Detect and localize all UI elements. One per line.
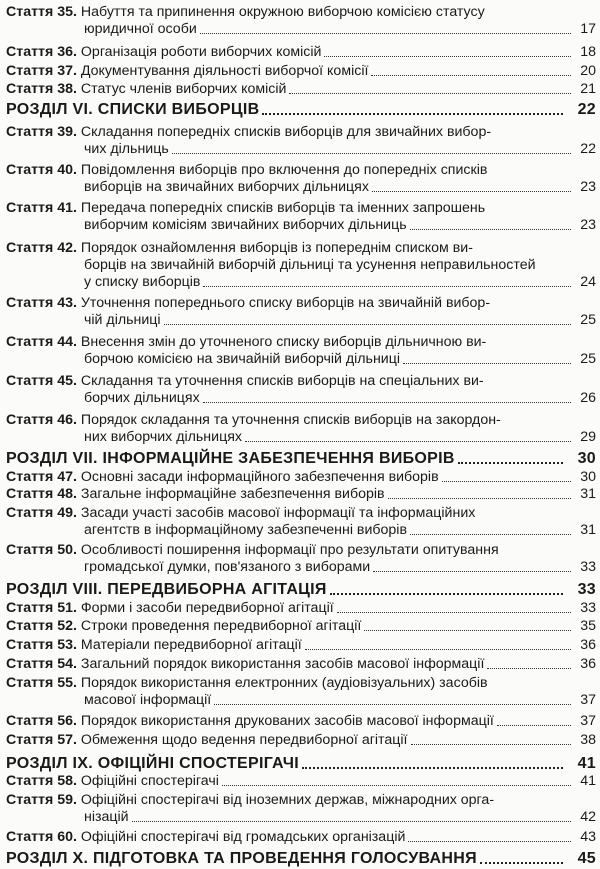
entry-text [6, 829, 405, 846]
entry-text [6, 773, 219, 790]
entry-text [84, 217, 407, 234]
article-title: Особливості поширення інформації про результати опитування [80, 542, 499, 558]
article-title: Основні засади інформаційного забезпечення виборів [80, 469, 439, 485]
toc-entry[interactable] [6, 713, 596, 730]
article-title: нізацій [84, 809, 129, 825]
section-title: РОЗДІЛ VII. ІНФОРМАЦІЙНЕ ЗАБЕЗПЕЧЕННЯ ВИБОРІВ [6, 450, 455, 467]
entry-text [84, 351, 400, 368]
article-title: Передача попередніх списків виборців та іменних запрошень [80, 200, 486, 216]
toc-entry[interactable] [6, 412, 596, 446]
dot-leader [172, 153, 571, 154]
toc-line [6, 580, 596, 599]
dot-leader [480, 862, 563, 864]
dot-leader [497, 725, 571, 726]
toc-line [6, 295, 596, 312]
toc-line [6, 849, 596, 868]
entry-text [6, 412, 501, 429]
dot-leader [487, 668, 571, 669]
toc-line [6, 124, 596, 141]
dot-leader [442, 481, 571, 482]
entry-text [84, 809, 129, 826]
article-title: юридичної особи [84, 21, 197, 37]
dot-leader [458, 462, 563, 464]
page-number: 18 [580, 44, 596, 60]
entry-text [84, 141, 169, 158]
article-label: Стаття 42. [6, 240, 77, 256]
dot-leader [408, 841, 571, 842]
toc-entry[interactable] [6, 4, 596, 38]
entry-text [6, 373, 484, 390]
article-label: Стаття 54. [6, 656, 77, 672]
entry-text [6, 469, 439, 486]
toc-line [6, 809, 596, 826]
entry-text [6, 637, 302, 654]
page-number: 38 [580, 732, 596, 748]
article-title: Порядок ознайомлення виборців із попереднім списком ви- [80, 240, 473, 256]
page-number: 41 [580, 773, 596, 789]
entry-text [84, 179, 369, 196]
page-number: 24 [580, 274, 596, 290]
toc-entry[interactable] [6, 200, 596, 234]
toc-entry[interactable] [6, 124, 596, 158]
toc-entry[interactable] [6, 486, 596, 503]
article-label: Стаття 49. [6, 505, 77, 521]
toc-entry[interactable] [6, 732, 596, 749]
article-label: Стаття 46. [6, 412, 77, 428]
toc-entry[interactable] [6, 334, 596, 368]
article-title: Повідомлення виборців про включення до попередніх списків [80, 162, 488, 178]
entry-text [6, 656, 484, 673]
toc-entry[interactable] [6, 829, 596, 846]
article-title: Уточнення попереднього списку виборців на звичайній вибор- [80, 295, 491, 311]
toc-line [6, 469, 596, 486]
article-title: Організація роботи виборчих комісій [80, 44, 322, 60]
page-number: 17 [580, 21, 596, 37]
page-number: 23 [580, 217, 596, 233]
toc-entry[interactable] [6, 81, 596, 98]
toc-line [6, 240, 596, 257]
article-label: Стаття 57. [6, 732, 77, 748]
page-number: 21 [580, 81, 596, 97]
dot-leader [245, 441, 571, 442]
dot-leader [305, 649, 571, 650]
page-number: 25 [580, 351, 596, 367]
toc-line [6, 141, 596, 158]
article-label: Стаття 58. [6, 773, 77, 789]
toc-line [6, 274, 596, 291]
page-number: 42 [580, 809, 596, 825]
article-title: Офіційні спостерігачі від іноземних держав, міжнародних орга- [80, 792, 495, 808]
article-label: Стаття 40. [6, 162, 77, 178]
toc-line [6, 618, 596, 635]
article-label: Стаття 35. [6, 4, 77, 20]
toc-line [6, 81, 596, 98]
article-title: громадської думки, пов'язаного з виборами [84, 559, 371, 575]
toc-line [6, 637, 596, 654]
toc-section-heading[interactable] [6, 449, 596, 468]
entry-text [84, 429, 242, 446]
section-title: РОЗДІЛ VIII. ПЕРЕДВИБОРНА АГІТАЦІЯ [6, 581, 327, 598]
section-title: РОЗДІЛ VI. СПИСКИ ВИБОРЦІВ [6, 101, 260, 118]
article-label: Стаття 50. [6, 542, 77, 558]
toc-entry[interactable] [6, 373, 596, 407]
toc-line [6, 522, 596, 539]
article-label: Стаття 36. [6, 44, 77, 60]
article-title: Строки проведення передвиборної агітації [80, 618, 362, 634]
toc-entry[interactable] [6, 295, 596, 329]
article-label: Стаття 56. [6, 713, 77, 729]
dot-leader [132, 821, 571, 822]
entry-text [6, 162, 487, 179]
dot-leader [410, 534, 571, 535]
entry-text [84, 274, 200, 291]
toc-line [6, 692, 596, 709]
toc-line [6, 559, 596, 576]
toc-section-heading[interactable] [6, 580, 596, 599]
toc-line [6, 63, 596, 80]
dot-leader [330, 593, 563, 595]
entry-text [6, 124, 491, 141]
toc-line [6, 312, 596, 329]
toc-section-heading[interactable] [6, 849, 596, 868]
article-label: Стаття 41. [6, 200, 77, 216]
dot-leader [324, 56, 571, 57]
entry-text [6, 732, 408, 749]
toc-line [6, 162, 596, 179]
dot-leader [289, 93, 571, 94]
page-number: 45 [577, 850, 596, 867]
toc-entry[interactable] [6, 675, 596, 709]
section-title: РОЗДІЛ IX. ОФІЦІЙНІ СПОСТЕРІГАЧІ [6, 755, 299, 772]
entry-text [6, 600, 334, 617]
toc-entry[interactable] [6, 240, 596, 291]
article-label: Стаття 38. [6, 81, 77, 97]
toc-line [6, 829, 596, 846]
entry-text [6, 713, 494, 730]
page-number: 25 [580, 312, 596, 328]
article-title: Офіційні спостерігачі [80, 773, 219, 789]
article-title: Загальний порядок використання засобів масової інформації [80, 656, 485, 672]
toc-entry[interactable] [6, 637, 596, 654]
article-label: Стаття 60. [6, 829, 77, 845]
page-number: 36 [580, 656, 596, 672]
page-number: 23 [580, 179, 596, 195]
article-title: Матеріали передвиборної агітації [80, 637, 302, 653]
entry-text [6, 81, 286, 98]
page-number: 22 [577, 101, 596, 118]
article-title: виборчим комісіям звичайних виборчих дільниць [84, 217, 407, 233]
entry-text [6, 334, 486, 351]
article-title: чій дільниці [84, 312, 161, 328]
article-label: Стаття 53. [6, 637, 77, 653]
entry-text [6, 542, 499, 559]
entry-text [6, 44, 321, 61]
article-title: у списку виборців [84, 274, 201, 290]
entry-text [6, 4, 485, 21]
toc-line [6, 21, 596, 38]
toc-section-heading[interactable] [6, 754, 596, 773]
toc-line [6, 351, 596, 368]
toc-line [6, 429, 596, 446]
dot-leader [203, 402, 571, 403]
toc-line [6, 754, 596, 773]
toc-line [6, 179, 596, 196]
entry-text [6, 295, 490, 312]
toc-section-heading[interactable] [6, 100, 596, 119]
dot-leader [262, 113, 563, 115]
entry-text [6, 675, 488, 692]
entry-text [84, 312, 161, 329]
toc-entry[interactable] [6, 162, 596, 196]
article-label: Стаття 43. [6, 295, 77, 311]
page-number: 20 [580, 63, 596, 79]
entry-text [84, 559, 370, 576]
article-title: масової інформації [84, 692, 212, 708]
article-title: Набуття та припинення окружною виборчою комісією статусу [80, 4, 485, 20]
toc-entry[interactable] [6, 63, 596, 80]
toc-line [6, 4, 596, 21]
article-title: Форми і засоби передвиборної агітації [80, 600, 334, 616]
article-label: Стаття 45. [6, 373, 77, 389]
page-number: 30 [580, 469, 596, 485]
article-title: Загальне інформаційне забезпечення виборів [80, 486, 385, 502]
article-label: Стаття 47. [6, 469, 77, 485]
page-number: 37 [580, 713, 596, 729]
page-number: 29 [580, 429, 596, 445]
article-title: Складання попередніх списків виборців для звичайних вибор- [80, 124, 492, 140]
entry-text [84, 390, 200, 407]
article-label: Стаття 37. [6, 63, 77, 79]
toc-entry[interactable] [6, 505, 596, 539]
article-title: борців на звичайній виборчій дільниці та усунення неправильностей [84, 257, 536, 273]
article-title: Порядок використання друкованих засобів масової інформації [80, 713, 494, 729]
toc-entry[interactable] [6, 656, 596, 673]
toc-line [6, 100, 596, 119]
article-label: Стаття 39. [6, 124, 77, 140]
toc-line [6, 656, 596, 673]
toc-entry[interactable] [6, 792, 596, 826]
article-label: Стаття 51. [6, 600, 77, 616]
entry-text [84, 257, 536, 274]
toc-line [6, 449, 596, 468]
dot-leader [411, 744, 572, 745]
page-number: 31 [580, 522, 596, 538]
toc-entry[interactable] [6, 600, 596, 617]
article-title: них виборчих дільницях [84, 429, 242, 445]
toc-line [6, 44, 596, 61]
article-label: Стаття 52. [6, 618, 77, 634]
toc-line [6, 773, 596, 790]
toc-line [6, 713, 596, 730]
article-title: Статус членів виборчих комісій [80, 81, 287, 97]
dot-leader [222, 785, 571, 786]
article-title: Внесення змін до уточненого списку виборців дільничною ви- [80, 334, 487, 350]
article-title: Складання та уточнення списків виборців на спеціальних ви- [80, 373, 484, 389]
toc-line [6, 505, 596, 522]
page-number: 26 [580, 390, 596, 406]
article-title: борчою комісією на звичайній виборчій дільниці [84, 351, 400, 367]
article-title: агентств в інформаційному забезпеченні виборів [84, 522, 407, 538]
page-number: 41 [577, 755, 596, 772]
section-title: РОЗДІЛ X. ПІДГОТОВКА ТА ПРОВЕДЕННЯ ГОЛОСУВАННЯ [6, 850, 477, 867]
toc-entry[interactable] [6, 44, 596, 61]
article-title: борчих дільницях [84, 390, 200, 406]
entry-text [6, 63, 368, 80]
dot-leader [373, 571, 571, 572]
entry-text [6, 505, 475, 522]
page-number: 37 [580, 692, 596, 708]
dot-leader [364, 630, 571, 631]
toc-entry[interactable] [6, 773, 596, 790]
dot-leader [302, 767, 563, 769]
dot-leader [372, 191, 571, 192]
dot-leader [200, 33, 571, 34]
article-label: Стаття 44. [6, 334, 77, 350]
page-number: 30 [577, 450, 596, 467]
article-title: Документування діяльності виборчої комісії [80, 63, 369, 79]
toc-entry[interactable] [6, 542, 596, 576]
entry-text [6, 618, 361, 635]
article-title: виборців на звичайних виборчих дільницях [84, 179, 369, 195]
toc-line [6, 732, 596, 749]
dot-leader [388, 498, 571, 499]
toc-line [6, 600, 596, 617]
page-number: 35 [580, 618, 596, 634]
article-title: Порядок використання електронних (аудіовізуальних) засобів [80, 675, 488, 691]
article-title: Порядок складання та уточнення списків виборців на закордон- [80, 412, 501, 428]
dot-leader [203, 286, 571, 287]
page-number: 33 [580, 600, 596, 616]
article-label: Стаття 59. [6, 792, 77, 808]
entry-text [84, 522, 407, 539]
entry-text [6, 486, 385, 503]
dot-leader [403, 363, 571, 364]
toc-entry[interactable] [6, 618, 596, 635]
toc-entry[interactable] [6, 469, 596, 486]
toc-line [6, 334, 596, 351]
toc-line [6, 792, 596, 809]
dot-leader [371, 75, 571, 76]
entry-text [84, 692, 211, 709]
dot-leader [164, 324, 571, 325]
page-number: 36 [580, 637, 596, 653]
toc-line [6, 675, 596, 692]
dot-leader [337, 612, 571, 613]
toc-line [6, 217, 596, 234]
toc-line [6, 486, 596, 503]
toc-line [6, 200, 596, 217]
toc-line [6, 257, 596, 274]
entry-text [6, 200, 485, 217]
page-number: 33 [580, 559, 596, 575]
article-label: Стаття 48. [6, 486, 77, 502]
page-number: 33 [577, 581, 596, 598]
article-title: чих дільниць [84, 141, 169, 157]
toc-line [6, 542, 596, 559]
article-label: Стаття 55. [6, 675, 77, 691]
page-number: 22 [580, 141, 596, 157]
page-number: 43 [580, 829, 596, 845]
article-title: Засади участі засобів масової інформації та інформаційних [80, 505, 476, 521]
entry-text [6, 792, 494, 809]
entry-text [6, 240, 473, 257]
toc-line [6, 390, 596, 407]
dot-leader [214, 704, 571, 705]
page-number: 31 [580, 486, 596, 502]
article-title: Обмеження щодо ведення передвиборної агітації [80, 732, 408, 748]
entry-text [84, 21, 197, 38]
article-title: Офіційні спостерігачі від громадських організацій [80, 829, 406, 845]
toc-line [6, 412, 596, 429]
dot-leader [410, 229, 571, 230]
toc-line [6, 373, 596, 390]
